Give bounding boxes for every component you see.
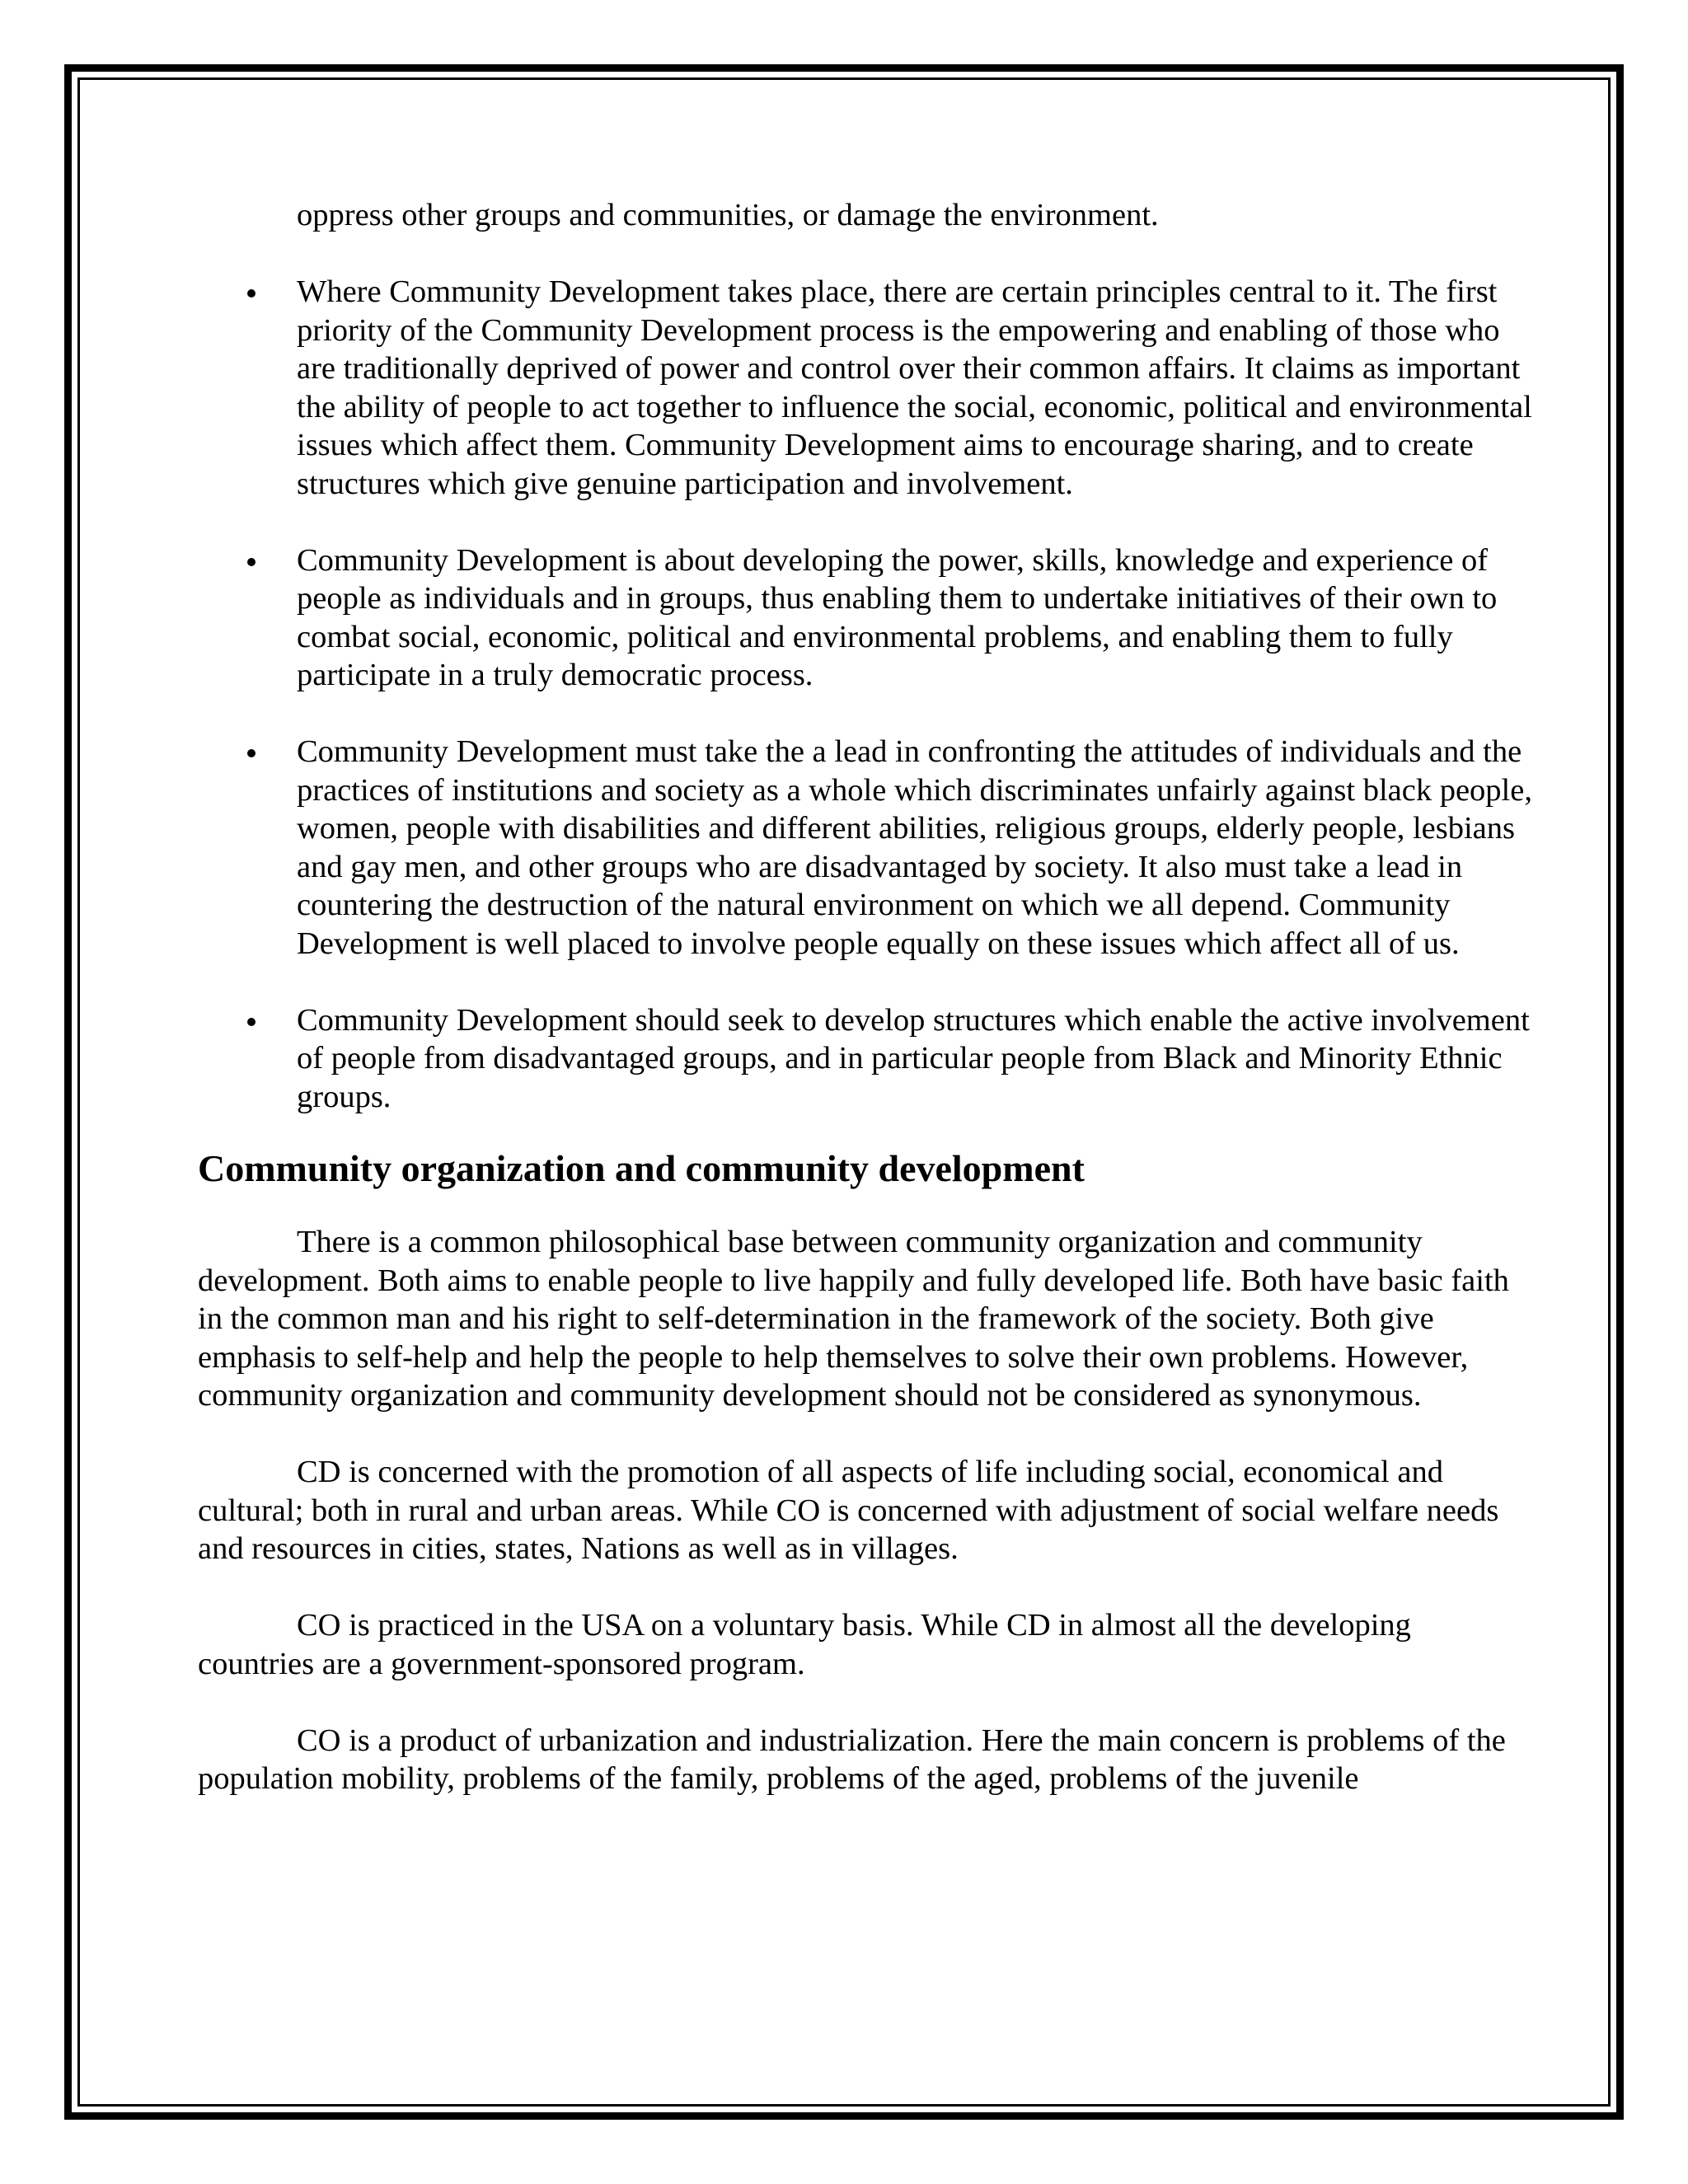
- bullet-text: Community Development must take the a lead in confronting the attitudes of individuals and the practices of institutions and society as a whole which discriminates unfairly against black people, women, people with disabilities and different abilities, religious groups, elderly people, lesbians and gay men, and other groups who are disadvantaged by society. It also must take a lead in countering the destruction of the natural environment on which we all depend. Community Development is well placed to involve people equally on these issues which affect all of us.: [297, 734, 1532, 961]
- bullet-icon: [247, 558, 256, 566]
- bullet-text: Community Development is about developing the power, skills, knowledge and experience of people as individuals and in groups, thus enabling them to undertake initiatives of their own to combat social, economic, political and environmental problems, and enabling them to fully participate in a truly democratic process.: [297, 542, 1498, 692]
- continuation-text: oppress other groups and communities, or damage the environment.: [297, 198, 1159, 232]
- paragraph: CO is a product of urbanization and industrialization. Here the main concern is problems of the population mobility, problems of the family, problems of the aged, problems of the juvenile: [198, 1722, 1506, 1796]
- list-item: [198, 733, 1533, 963]
- bullet-text: Community Development should seek to develop structures which enable the active involvement of people from disadvantaged groups, and in particular people from Black and Minority Ethnic groups.: [297, 1002, 1530, 1114]
- section-heading: Community organization and community development: [198, 1147, 1085, 1189]
- bullet-icon: [247, 1018, 256, 1026]
- bullet-icon: [247, 749, 256, 757]
- bullet-list: [198, 273, 1533, 1116]
- paragraph: CD is concerned with the promotion of all aspects of life including social, economical and cultural; both in rural and urban areas. While CO is concerned with adjustment of social welfare needs and resources in cities, states, Nations as well as in villages.: [198, 1455, 1499, 1566]
- bullet-text: Where Community Development takes place, there are certain principles central to it. The first priority of the Community Development process is the empowering and enabling of those who are traditionally deprived of power and control over their common affairs. It claims as important the ability of people to act together to influence the social, economic, political and environmental issues which affect them. Community Development aims to encourage sharing, and to create structures which give genuine participation and involvement.: [297, 274, 1532, 501]
- list-item: [198, 541, 1533, 695]
- paragraph: CO is practiced in the USA on a voluntary basis. While CD in almost all the developing countries are a government-sponsored program.: [198, 1608, 1411, 1681]
- bullet-icon: [247, 289, 256, 298]
- page-content: [198, 196, 1533, 1798]
- list-item: [198, 273, 1533, 503]
- paragraph: There is a common philosophical base between community organization and community development. Both aims to enable people to live happily and fully developed life. Both have basic faith in the common man and his right to self-determination in the framework of the society. Both give emphasis to self-help and help the people to help themselves to solve their own problems. However, community organization and community development should not be considered as synonymous.: [198, 1225, 1509, 1413]
- list-item: [198, 1001, 1533, 1117]
